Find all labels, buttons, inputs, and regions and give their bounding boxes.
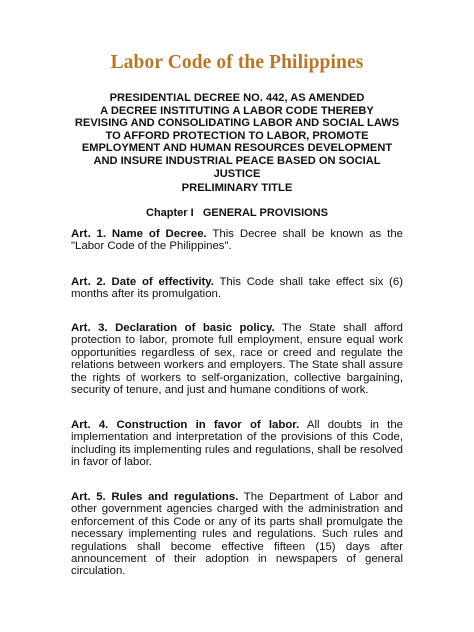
article-heading: Art. 5. Rules and regulations.: [71, 491, 239, 503]
article-body: All doubts in the implementation and interpretation of the provisions of this Code, including its implementing rules and regulations, shall be resolved in favor of labor.: [71, 419, 403, 469]
article-heading: Art. 4. Construction in favor of labor.: [71, 419, 300, 431]
article-5: [71, 491, 403, 578]
decree-line: PRESIDENTIAL DECREE NO. 442, AS AMENDED: [109, 92, 365, 104]
decree-line: REVISING AND CONSOLIDATING LABOR AND SOCIAL LAWS: [74, 117, 400, 130]
preliminary-title: PRELIMINARY TITLE: [181, 182, 293, 194]
decree-line: A DECREE INSTITUTING A LABOR CODE THEREBY: [100, 104, 374, 117]
decree-line: AND INSURE INDUSTRIAL PEACE BASED ON SOCIAL: [93, 154, 381, 167]
article-body: The State shall afford protection to labor, promote full employment, ensure equal work opportunities regardless of sex, race or creed and regulate the relations between workers and employers. The State shall assure the rights of workers to self-organization, collective bargaining, security of tenure, and just and humane conditions of work.: [71, 322, 403, 397]
article-body: The Department of Labor and other government agencies charged with the administration and enforcement of this Code or any of its parts shall promulgate the necessary implementing rules and regulations. Such rules and regulations shall become effective fifteen (15) days after announcement of their adoption in newspapers of general circulation.: [71, 491, 403, 578]
decree-line: EMPLOYMENT AND HUMAN RESOURCES DEVELOPMENT: [81, 142, 393, 155]
article-body: This Code shall take effect six (6) months after its promulgation.: [71, 276, 403, 301]
article-3: [71, 322, 403, 396]
article-heading: Art. 2. Date of effectivity.: [71, 276, 214, 288]
decree-heading: [70, 92, 404, 180]
decree-line: JUSTICE: [213, 167, 261, 180]
article-heading: Art. 3. Declaration of basic policy.: [71, 322, 275, 334]
document-title: Labor Code of the Philippines: [110, 52, 364, 73]
article-1: [71, 228, 403, 253]
decree-line: TO AFFORD PROTECTION TO LABOR, PROMOTE: [105, 129, 369, 142]
article-2: [71, 276, 403, 301]
article-heading: Art. 1. Name of Decree.: [71, 228, 207, 240]
chapter-heading: Chapter I GENERAL PROVISIONS: [146, 207, 328, 219]
article-4: [71, 419, 403, 469]
article-body: This Decree shall be known as the "Labor Code of the Philippines".: [71, 228, 403, 253]
